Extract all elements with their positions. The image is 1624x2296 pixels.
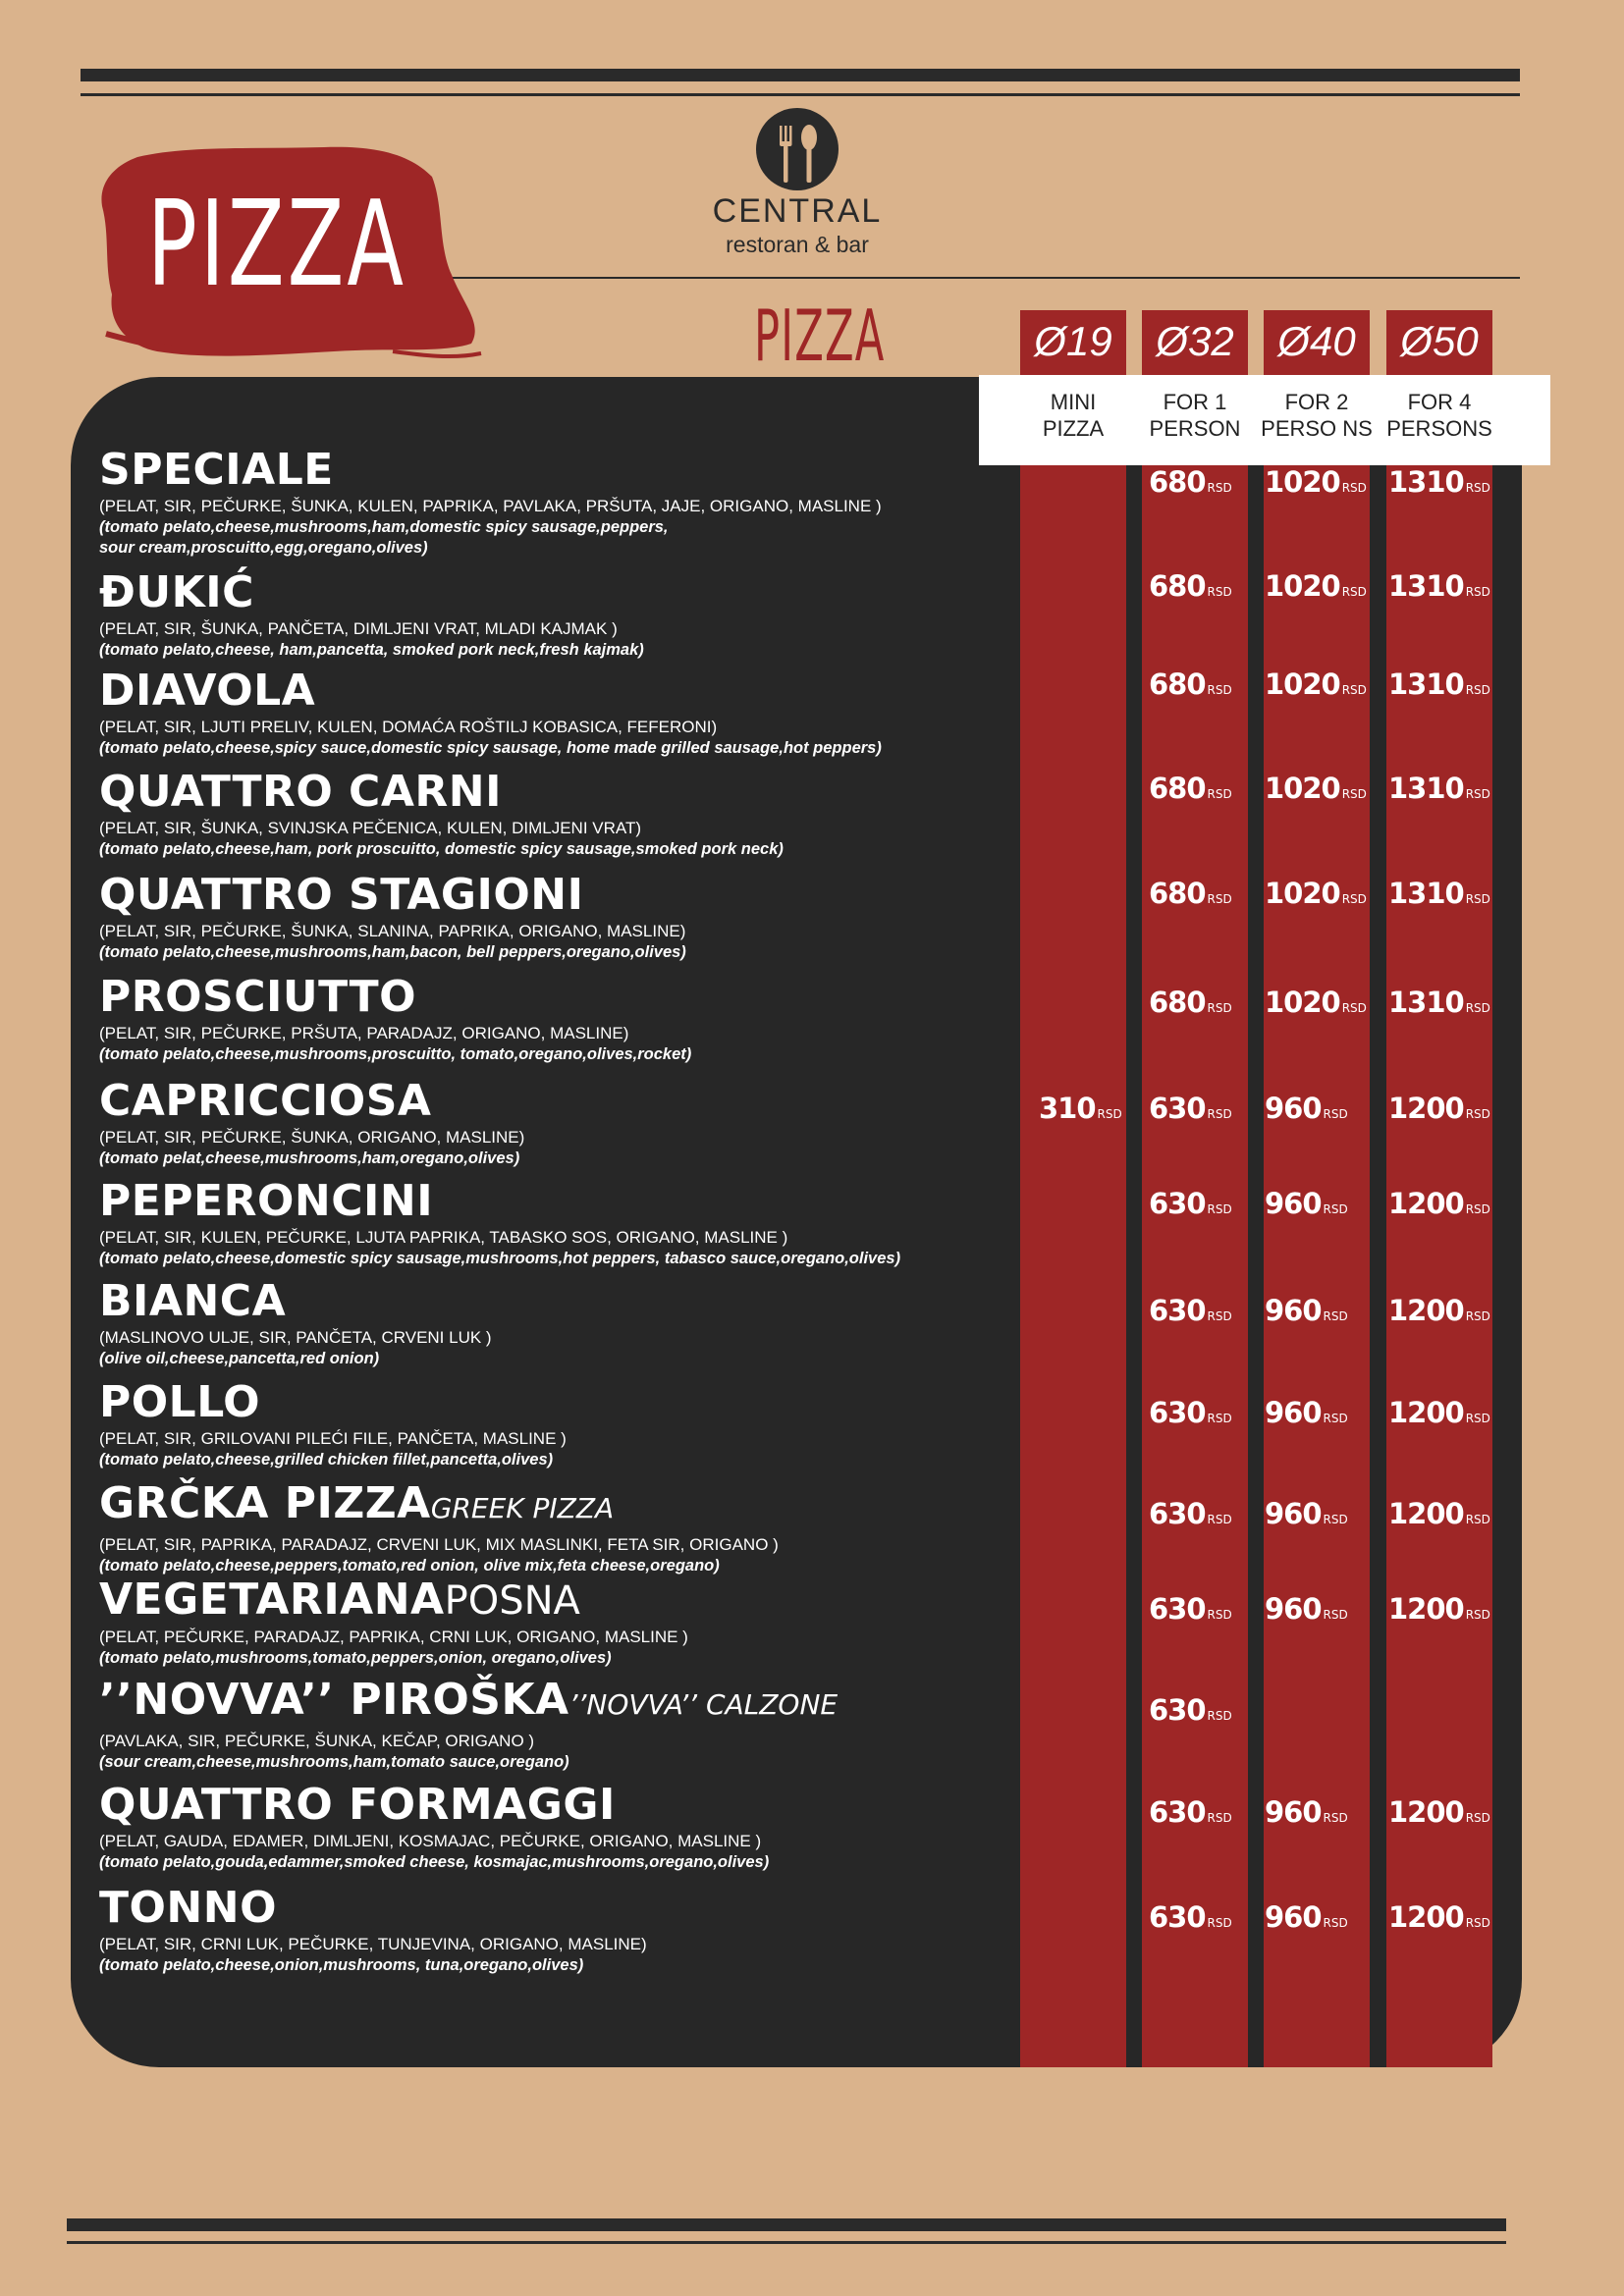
- price-currency: RSD: [1465, 892, 1490, 906]
- price-32: [1149, 1187, 1232, 1220]
- price-currency: RSD: [1465, 1916, 1490, 1930]
- price-value: 960: [1265, 1187, 1322, 1220]
- price-50: [1388, 1294, 1490, 1327]
- price-currency: RSD: [1323, 1412, 1348, 1425]
- item-ingredients-english: (tomato pelat,cheese,mushrooms,ham,oregano,olives): [99, 1149, 520, 1167]
- price-40: [1265, 1092, 1348, 1125]
- item-ingredients-english: (sour cream,cheese,mushrooms,ham,tomato sauce,oregano): [99, 1753, 569, 1771]
- price-currency: RSD: [1207, 892, 1232, 906]
- item-name: [99, 569, 1022, 616]
- price-value: 960: [1265, 1795, 1322, 1829]
- item-ingredients: (MASLINOVO ULJE, SIR, PANČETA, CRVENI LUK ): [99, 1328, 492, 1347]
- price-currency: RSD: [1207, 481, 1232, 495]
- menu-item: [99, 667, 1022, 759]
- price-value: 630: [1149, 1092, 1206, 1125]
- price-currency: RSD: [1207, 683, 1232, 697]
- price-currency: RSD: [1465, 1202, 1490, 1216]
- item-ingredients: (PELAT, SIR, CRNI LUK, PEČURKE, TUNJEVINA, ORIGANO, MASLINE): [99, 1935, 647, 1953]
- price-19: [1039, 1092, 1122, 1125]
- price-currency: RSD: [1207, 1608, 1232, 1622]
- price-currency: RSD: [1465, 1608, 1490, 1622]
- price-currency: RSD: [1323, 1811, 1348, 1825]
- price-currency: RSD: [1207, 1107, 1232, 1121]
- price-currency: RSD: [1465, 1412, 1490, 1425]
- price-value: 630: [1149, 1294, 1206, 1327]
- price-50: [1388, 772, 1490, 805]
- price-value: 960: [1265, 1497, 1322, 1530]
- price-32: [1149, 1795, 1232, 1829]
- price-40: [1265, 1187, 1348, 1220]
- price-value: 310: [1039, 1092, 1096, 1125]
- price-40: [1265, 465, 1367, 499]
- price-50: [1388, 569, 1490, 603]
- price-currency: RSD: [1465, 683, 1490, 697]
- price-value: 1020: [1265, 986, 1340, 1019]
- item-name: [99, 1885, 1022, 1932]
- size-label-text: MINI PIZZA: [1042, 390, 1105, 441]
- item-name-text: PEPERONCINI: [99, 1176, 434, 1226]
- price-50: [1388, 1396, 1490, 1429]
- price-currency: RSD: [1341, 683, 1367, 697]
- price-40: [1265, 772, 1367, 805]
- item-ingredients: (PELAT, SIR, KULEN, PEČURKE, LJUTA PAPRIKA, TABASKO SOS, ORIGANO, MASLINE ): [99, 1228, 788, 1247]
- item-name-text: PROSCIUTTO: [99, 972, 417, 1022]
- price-value: 1310: [1388, 772, 1464, 805]
- restaurant-subtitle: restoran & bar: [726, 232, 869, 257]
- item-ingredients: (PELAT, SIR, PAPRIKA, PARADAJZ, CRVENI LUK, MIX MASLINKI, FETA SIR, ORIGANO ): [99, 1535, 779, 1554]
- item-name: [99, 872, 1022, 919]
- item-ingredients: (PELAT, SIR, LJUTI PRELIV, KULEN, DOMAĆA ROŠTILJ KOBASICA, FEFERONI): [99, 718, 718, 736]
- price-40: [1265, 667, 1367, 701]
- item-ingredients-english: (tomato pelato,cheese,grilled chicken fillet,pancetta,olives): [99, 1451, 554, 1468]
- price-currency: RSD: [1341, 481, 1367, 495]
- size-label-32: [1134, 389, 1256, 442]
- item-name-text: ’’NOVVA’’ PIROŠKA: [99, 1675, 569, 1725]
- price-value: 1310: [1388, 569, 1464, 603]
- size-label-text: FOR 1 PERSON: [1149, 390, 1241, 441]
- top-rule-thin: [81, 93, 1520, 96]
- item-name-text: QUATTRO FORMAGGI: [99, 1780, 616, 1830]
- menu-item: [99, 1677, 1022, 1773]
- price-50: [1388, 1497, 1490, 1530]
- item-name-text: SPECIALE: [99, 445, 334, 495]
- menu-item: [99, 1379, 1022, 1470]
- price-currency: RSD: [1465, 585, 1490, 599]
- item-ingredients: (PELAT, SIR, PEČURKE, PRŠUTA, PARADAJZ, ORIGANO, MASLINE): [99, 1024, 629, 1042]
- item-ingredients: (PELAT, SIR, GRILOVANI PILEĆI FILE, PANČETA, MASLINE ): [99, 1429, 567, 1448]
- price-value: 960: [1265, 1592, 1322, 1626]
- price-currency: RSD: [1207, 1916, 1232, 1930]
- item-name: [99, 1178, 1022, 1225]
- price-50: [1388, 986, 1490, 1019]
- price-value: 630: [1149, 1497, 1206, 1530]
- item-name-text: BIANCA: [99, 1276, 287, 1326]
- menu-item: [99, 1885, 1022, 1976]
- menu-item: [99, 569, 1022, 661]
- item-ingredients-english: (tomato pelato,mushrooms,tomato,peppers,onion, oregano,olives): [99, 1649, 612, 1667]
- price-value: 680: [1149, 667, 1206, 701]
- price-currency: RSD: [1465, 1513, 1490, 1526]
- item-ingredients-english: (tomato pelato,cheese,ham, pork proscuitto, domestic spicy sausage,smoked pork neck): [99, 840, 784, 858]
- item-ingredients-english: (tomato pelato,cheese,mushrooms,proscuitto, tomato,oregano,olives,rocket): [99, 1045, 692, 1063]
- item-name: [99, 1576, 1022, 1625]
- item-name-text: VEGETARIANA: [99, 1575, 445, 1625]
- item-name: [99, 1278, 1022, 1325]
- price-50: [1388, 667, 1490, 701]
- price-40: [1265, 569, 1367, 603]
- size-label-text: FOR 2 PERSO NS: [1261, 390, 1373, 441]
- price-40: [1265, 1497, 1348, 1530]
- price-value: 1310: [1388, 667, 1464, 701]
- price-32: [1149, 1900, 1232, 1934]
- size-diameter-19: Ø19: [1034, 318, 1112, 364]
- size-label-50: [1379, 389, 1500, 442]
- item-ingredients: (PELAT, SIR, PEČURKE, ŠUNKA, KULEN, PAPRIKA, PAVLAKA, PRŠUTA, JAJE, ORIGANO, MASLINE ): [99, 497, 882, 515]
- price-value: 630: [1149, 1900, 1206, 1934]
- price-value: 1020: [1265, 772, 1340, 805]
- price-40: [1265, 1900, 1348, 1934]
- price-value: 1020: [1265, 667, 1340, 701]
- price-value: 1200: [1388, 1795, 1464, 1829]
- price-column-19: [1020, 310, 1126, 2067]
- price-currency: RSD: [1207, 1309, 1232, 1323]
- price-currency: RSD: [1323, 1916, 1348, 1930]
- price-value: 680: [1149, 465, 1206, 499]
- price-40: [1265, 1294, 1348, 1327]
- price-32: [1149, 465, 1232, 499]
- price-40: [1265, 877, 1367, 910]
- menu-item: [99, 1278, 1022, 1369]
- price-value: 960: [1265, 1092, 1322, 1125]
- item-ingredients: (PELAT, SIR, PEČURKE, ŠUNKA, ORIGANO, MASLINE): [99, 1128, 525, 1147]
- item-name: [99, 1078, 1022, 1125]
- price-32: [1149, 1592, 1232, 1626]
- item-name-text: QUATTRO CARNI: [99, 767, 502, 817]
- item-name-text: POLLO: [99, 1377, 261, 1427]
- item-ingredients-english: (tomato pelato,gouda,edammer,smoked cheese, kosmajac,mushrooms,oregano,olives): [99, 1853, 770, 1871]
- fork-spoon-logo-icon: [754, 106, 840, 192]
- price-32: [1149, 877, 1232, 910]
- item-ingredients: (PELAT, SIR, ŠUNKA, SVINJSKA PEČENICA, KULEN, DIMLJENI VRAT): [99, 819, 642, 837]
- item-ingredients: (PELAT, GAUDA, EDAMER, DIMLJENI, KOSMAJAC, PEČURKE, ORIGANO, MASLINE ): [99, 1832, 762, 1850]
- price-32: [1149, 569, 1232, 603]
- price-value: 1310: [1388, 465, 1464, 499]
- price-value: 1020: [1265, 465, 1340, 499]
- price-32: [1149, 667, 1232, 701]
- item-subtitle: ’’NOVVA’’ CALZONE: [568, 1688, 839, 1721]
- size-diameter-40: Ø40: [1277, 318, 1356, 364]
- item-name: [99, 1379, 1022, 1426]
- item-name: [99, 1677, 1022, 1729]
- size-diameter-50: Ø50: [1400, 318, 1479, 364]
- price-currency: RSD: [1097, 1107, 1122, 1121]
- price-currency: RSD: [1465, 1309, 1490, 1323]
- price-value: 630: [1149, 1592, 1206, 1626]
- price-value: 1200: [1388, 1396, 1464, 1429]
- price-value: 1310: [1388, 986, 1464, 1019]
- item-name-text: DIAVOLA: [99, 666, 316, 716]
- price-32: [1149, 1693, 1232, 1727]
- item-name: [99, 667, 1022, 715]
- menu-item: [99, 769, 1022, 860]
- bottom-rule-thin: [67, 2241, 1506, 2244]
- menu-item: [99, 447, 1022, 559]
- price-currency: RSD: [1465, 1001, 1490, 1015]
- price-currency: RSD: [1323, 1513, 1348, 1526]
- item-subtitle: GREEK PIZZA: [430, 1492, 615, 1524]
- price-value: 1200: [1388, 1497, 1464, 1530]
- price-50: [1388, 465, 1490, 499]
- size-label-19: [1012, 389, 1134, 442]
- item-ingredients-english: (tomato pelato,cheese,spicy sauce,domestic spicy sausage, home made grilled sausage,hot peppers): [99, 739, 882, 757]
- price-value: 1200: [1388, 1592, 1464, 1626]
- price-32: [1149, 1497, 1232, 1530]
- menu-item: [99, 1576, 1022, 1669]
- menu-item: [99, 1480, 1022, 1576]
- price-currency: RSD: [1207, 1513, 1232, 1526]
- item-name: [99, 1480, 1022, 1532]
- price-value: 1310: [1388, 877, 1464, 910]
- price-50: [1388, 1092, 1490, 1125]
- price-currency: RSD: [1207, 1202, 1232, 1216]
- price-40: [1265, 1795, 1348, 1829]
- item-ingredients: (PELAT, SIR, ŠUNKA, PANČETA, DIMLJENI VRAT, MLADI KAJMAK ): [99, 619, 618, 638]
- menu-item: [99, 1782, 1022, 1873]
- price-currency: RSD: [1465, 481, 1490, 495]
- price-value: 630: [1149, 1693, 1206, 1727]
- item-name: [99, 769, 1022, 816]
- item-ingredients-english: (tomato pelato,cheese,peppers,tomato,red onion, olive mix,feta cheese,oregano): [99, 1557, 720, 1575]
- price-value: 960: [1265, 1294, 1322, 1327]
- top-rule-thick: [81, 69, 1520, 81]
- size-diameter-32: Ø32: [1156, 318, 1234, 364]
- price-value: 680: [1149, 877, 1206, 910]
- size-label-40: [1256, 389, 1378, 442]
- price-50: [1388, 1795, 1490, 1829]
- menu-item: [99, 1178, 1022, 1269]
- item-name-text: QUATTRO STAGIONI: [99, 870, 584, 920]
- item-ingredients-english: (tomato pelato,cheese,mushrooms,ham,bacon, bell peppers,oregano,olives): [99, 943, 686, 961]
- item-name-text: CAPRICCIOSA: [99, 1076, 432, 1126]
- price-currency: RSD: [1465, 787, 1490, 801]
- price-value: 680: [1149, 986, 1206, 1019]
- price-currency: RSD: [1323, 1309, 1348, 1323]
- price-50: [1388, 1592, 1490, 1626]
- price-currency: RSD: [1207, 1412, 1232, 1425]
- price-value: 680: [1149, 569, 1206, 603]
- item-name: [99, 974, 1022, 1021]
- bottom-rule-thick: [67, 2218, 1506, 2231]
- price-value: 960: [1265, 1900, 1322, 1934]
- item-name-text: GRČKA PIZZA: [99, 1478, 431, 1528]
- price-currency: RSD: [1341, 892, 1367, 906]
- price-value: 630: [1149, 1187, 1206, 1220]
- header-rule: [452, 277, 1520, 279]
- item-name: [99, 1782, 1022, 1829]
- price-value: 630: [1149, 1396, 1206, 1429]
- item-ingredients-english: (tomato pelato,cheese,onion,mushrooms, tuna,oregano,olives): [99, 1956, 584, 1974]
- item-ingredients: (PELAT, SIR, PEČURKE, ŠUNKA, SLANINA, PAPRIKA, ORIGANO, MASLINE): [99, 922, 686, 940]
- item-name-text: TONNO: [99, 1883, 277, 1933]
- menu-item: [99, 974, 1022, 1065]
- price-value: 1200: [1388, 1294, 1464, 1327]
- price-currency: RSD: [1465, 1811, 1490, 1825]
- item-ingredients-english-cont: sour cream,proscuitto,egg,oregano,olives): [99, 539, 428, 557]
- price-value: 680: [1149, 772, 1206, 805]
- item-ingredients-english: (olive oil,cheese,pancetta,red onion): [99, 1350, 380, 1367]
- menu-item: [99, 1078, 1022, 1169]
- price-value: 1200: [1388, 1900, 1464, 1934]
- section-title: PIZZA: [754, 294, 886, 377]
- price-32: [1149, 1092, 1232, 1125]
- price-currency: RSD: [1207, 1709, 1232, 1723]
- price-currency: RSD: [1323, 1202, 1348, 1216]
- price-currency: RSD: [1341, 787, 1367, 801]
- price-value: 1020: [1265, 877, 1340, 910]
- price-currency: RSD: [1207, 1811, 1232, 1825]
- price-currency: RSD: [1323, 1608, 1348, 1622]
- item-name: [99, 447, 1022, 494]
- price-32: [1149, 1396, 1232, 1429]
- badge-title: PIZZA: [147, 177, 407, 313]
- price-currency: RSD: [1207, 787, 1232, 801]
- item-ingredients: (PELAT, PEČURKE, PARADAJZ, PAPRIKA, CRNI LUK, ORIGANO, MASLINE ): [99, 1628, 688, 1646]
- price-value: 1200: [1388, 1187, 1464, 1220]
- price-value: 1020: [1265, 569, 1340, 603]
- menu-item: [99, 872, 1022, 963]
- price-40: [1265, 1592, 1348, 1626]
- price-50: [1388, 877, 1490, 910]
- price-currency: RSD: [1207, 1001, 1232, 1015]
- price-currency: RSD: [1341, 1001, 1367, 1015]
- price-currency: RSD: [1465, 1107, 1490, 1121]
- item-name-text: ĐUKIĆ: [99, 567, 254, 617]
- size-label-text: FOR 4 PERSONS: [1386, 390, 1492, 441]
- restaurant-name: CENTRAL: [712, 192, 883, 230]
- item-ingredients-english: (tomato pelato,cheese,domestic spicy sausage,mushrooms,hot peppers, tabasco sauce,oregano,olives): [99, 1250, 901, 1267]
- price-currency: RSD: [1207, 585, 1232, 599]
- price-50: [1388, 1187, 1490, 1220]
- price-currency: RSD: [1341, 585, 1367, 599]
- price-currency: RSD: [1323, 1107, 1348, 1121]
- price-40: [1265, 986, 1367, 1019]
- price-32: [1149, 986, 1232, 1019]
- item-ingredients-english: (tomato pelato,cheese, ham,pancetta, smoked pork neck,fresh kajmak): [99, 641, 644, 659]
- item-ingredients-english: (tomato pelato,cheese,mushrooms,ham,domestic spicy sausage,peppers,: [99, 518, 669, 536]
- price-32: [1149, 772, 1232, 805]
- price-value: 960: [1265, 1396, 1322, 1429]
- item-subtitle: POSNA: [444, 1578, 580, 1624]
- price-50: [1388, 1900, 1490, 1934]
- price-value: 630: [1149, 1795, 1206, 1829]
- item-ingredients: (PAVLAKA, SIR, PEČURKE, ŠUNKA, KEČAP, ORIGANO ): [99, 1732, 535, 1750]
- price-32: [1149, 1294, 1232, 1327]
- price-value: 1200: [1388, 1092, 1464, 1125]
- price-40: [1265, 1396, 1348, 1429]
